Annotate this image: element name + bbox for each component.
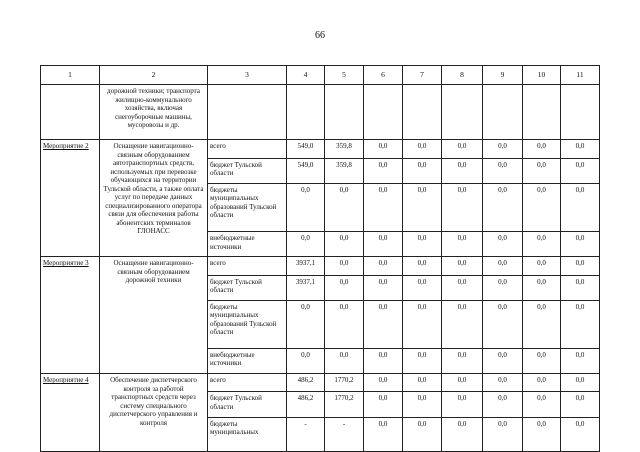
amount-cell: 0,0 xyxy=(523,374,561,392)
amount-cell: 0,0 xyxy=(403,392,442,417)
table-body xyxy=(41,66,600,452)
table-row xyxy=(41,140,600,158)
col-header: 9 xyxy=(483,66,523,85)
amount-cell: 0,0 xyxy=(325,183,364,231)
amount-cell: 0,0 xyxy=(523,348,561,373)
col-header: 6 xyxy=(364,66,403,85)
amount-cell: 0,0 xyxy=(364,257,403,275)
amount-cell: 0,0 xyxy=(403,158,442,183)
amount-cell: 0,0 xyxy=(364,300,403,348)
budget-table xyxy=(40,65,600,452)
funding-source: бюджет Тульской области xyxy=(208,275,287,300)
amount-cell: 0,0 xyxy=(442,275,483,300)
empty-cell xyxy=(523,85,561,140)
amount-cell: 0,0 xyxy=(403,374,442,392)
measure-name-text: Мероприятие 3 xyxy=(43,259,89,268)
amount-cell: 0,0 xyxy=(523,183,561,231)
amount-cell: 0,0 xyxy=(483,140,523,158)
amount-cell: 0,0 xyxy=(523,417,561,452)
col-header: 10 xyxy=(523,66,561,85)
col-header: 4 xyxy=(287,66,325,85)
amount-cell: 0,0 xyxy=(287,348,325,373)
amount-cell: 0,0 xyxy=(287,183,325,231)
empty-cell xyxy=(364,85,403,140)
amount-cell: 0,0 xyxy=(483,374,523,392)
amount-cell: 0,0 xyxy=(364,348,403,373)
funding-source: бюджет Тульской области xyxy=(208,158,287,183)
measure-name-text: Мероприятие 2 xyxy=(43,142,89,151)
amount-cell: 3937,1 xyxy=(287,257,325,275)
amount-cell: 486,2 xyxy=(287,392,325,417)
amount-cell: 0,0 xyxy=(483,275,523,300)
amount-cell: 0,0 xyxy=(442,232,483,257)
amount-cell: 0,0 xyxy=(403,140,442,158)
amount-cell: 0,0 xyxy=(523,392,561,417)
funding-source: всего xyxy=(208,257,287,275)
amount-cell: 0,0 xyxy=(483,183,523,231)
col-header: 11 xyxy=(561,66,600,85)
amount-cell: 0,0 xyxy=(325,275,364,300)
amount-cell: 1770,2 xyxy=(325,374,364,392)
amount-cell: 0,0 xyxy=(403,348,442,373)
amount-cell: 0,0 xyxy=(442,374,483,392)
amount-cell: 0,0 xyxy=(442,348,483,373)
amount-cell: 0,0 xyxy=(364,275,403,300)
col-header: 5 xyxy=(325,66,364,85)
amount-cell: 0,0 xyxy=(561,257,600,275)
amount-cell: 0,0 xyxy=(483,257,523,275)
page-number: 66 xyxy=(315,30,325,41)
amount-cell: 0,0 xyxy=(523,300,561,348)
col-header: 7 xyxy=(403,66,442,85)
empty-cell xyxy=(403,85,442,140)
col-header: 3 xyxy=(208,66,287,85)
amount-cell: 0,0 xyxy=(403,275,442,300)
funding-source: внебюджетные источники xyxy=(208,232,287,257)
empty-cell xyxy=(325,85,364,140)
amount-cell: 0,0 xyxy=(287,232,325,257)
amount-cell: - xyxy=(325,417,364,452)
amount-cell: 0,0 xyxy=(325,257,364,275)
amount-cell: 0,0 xyxy=(403,183,442,231)
amount-cell: 0,0 xyxy=(561,158,600,183)
amount-cell: 0,0 xyxy=(364,183,403,231)
measure-description: Оснащение навигационно-связным оборудованием автотранспортных средств, используемых при перевозке обучающихся на территории Тульской области, а также оплата услуг по передаче данных специализированного оператора связи для обеспечения работы абонентских терминалов ГЛОНАСС xyxy=(100,140,208,257)
amount-cell: - xyxy=(287,417,325,452)
amount-cell: 359,8 xyxy=(325,158,364,183)
funding-source: всего xyxy=(208,140,287,158)
amount-cell: 0,0 xyxy=(561,232,600,257)
amount-cell: 0,0 xyxy=(403,232,442,257)
amount-cell: 0,0 xyxy=(523,232,561,257)
empty-cell xyxy=(442,85,483,140)
amount-cell: 3937,1 xyxy=(287,275,325,300)
amount-cell: 0,0 xyxy=(561,183,600,231)
empty-cell xyxy=(41,85,100,140)
amount-cell: 486,2 xyxy=(287,374,325,392)
amount-cell: 0,0 xyxy=(561,275,600,300)
col-header: 2 xyxy=(100,66,208,85)
table-row xyxy=(41,257,600,275)
measure-name xyxy=(41,257,100,374)
amount-cell: 0,0 xyxy=(442,158,483,183)
amount-cell: 549,0 xyxy=(287,158,325,183)
amount-cell: 0,0 xyxy=(483,300,523,348)
funding-source: бюджеты муниципальных образований Тульской области xyxy=(208,183,287,231)
amount-cell: 0,0 xyxy=(523,257,561,275)
funding-source: бюджеты муниципальных образований Тульской области xyxy=(208,300,287,348)
amount-cell: 1770,2 xyxy=(325,392,364,417)
measure-description: Оснащение навигационно-связным оборудованием дорожной техники xyxy=(100,257,208,374)
empty-cell xyxy=(483,85,523,140)
amount-cell: 0,0 xyxy=(561,348,600,373)
amount-cell: 0,0 xyxy=(364,140,403,158)
amount-cell: 0,0 xyxy=(483,417,523,452)
amount-cell: 0,0 xyxy=(287,300,325,348)
amount-cell: 0,0 xyxy=(364,374,403,392)
amount-cell: 0,0 xyxy=(442,183,483,231)
amount-cell: 0,0 xyxy=(523,275,561,300)
amount-cell: 0,0 xyxy=(442,392,483,417)
amount-cell: 0,0 xyxy=(483,158,523,183)
amount-cell: 0,0 xyxy=(403,257,442,275)
amount-cell: 0,0 xyxy=(403,300,442,348)
empty-cell xyxy=(287,85,325,140)
amount-cell: 0,0 xyxy=(364,158,403,183)
column-number-row xyxy=(41,66,600,85)
amount-cell: 0,0 xyxy=(325,348,364,373)
amount-cell: 0,0 xyxy=(403,417,442,452)
amount-cell: 0,0 xyxy=(442,417,483,452)
funding-source: бюджеты муниципальных xyxy=(208,417,287,452)
funding-source: внебюджетные источники xyxy=(208,348,287,373)
measure-name xyxy=(41,374,100,452)
amount-cell: 0,0 xyxy=(364,417,403,452)
amount-cell: 359,8 xyxy=(325,140,364,158)
funding-source: бюджет Тульской области xyxy=(208,392,287,417)
col-header: 8 xyxy=(442,66,483,85)
amount-cell: 0,0 xyxy=(483,348,523,373)
measure-name-text: Мероприятие 4 xyxy=(43,376,89,384)
amount-cell: 0,0 xyxy=(325,232,364,257)
amount-cell: 0,0 xyxy=(561,392,600,417)
amount-cell: 0,0 xyxy=(364,392,403,417)
amount-cell: 0,0 xyxy=(483,232,523,257)
amount-cell: 0,0 xyxy=(364,232,403,257)
amount-cell: 0,0 xyxy=(442,140,483,158)
amount-cell: 549,0 xyxy=(287,140,325,158)
amount-cell: 0,0 xyxy=(483,392,523,417)
amount-cell: 0,0 xyxy=(561,300,600,348)
amount-cell: 0,0 xyxy=(561,374,600,392)
amount-cell: 0,0 xyxy=(442,300,483,348)
continuation-description: дорожной техники; транспорта жилищно-коммунального хозяйства, включая снегоуборочные машины, мусоровозы и др. xyxy=(100,85,208,140)
measure-name xyxy=(41,140,100,257)
table-row xyxy=(41,374,600,392)
amount-cell: 0,0 xyxy=(523,158,561,183)
amount-cell: 0,0 xyxy=(561,417,600,452)
amount-cell: 0,0 xyxy=(561,140,600,158)
amount-cell: 0,0 xyxy=(325,300,364,348)
measure-description: Обеспечение диспетчерского контроля за работой транспортных средств через систему специального диспетчерского управления и контроля xyxy=(100,374,208,452)
empty-cell xyxy=(561,85,600,140)
amount-cell: 0,0 xyxy=(523,140,561,158)
col-header: 1 xyxy=(41,66,100,85)
empty-cell xyxy=(208,85,287,140)
funding-source: всего xyxy=(208,374,287,392)
continuation-row xyxy=(41,85,600,140)
amount-cell: 0,0 xyxy=(442,257,483,275)
